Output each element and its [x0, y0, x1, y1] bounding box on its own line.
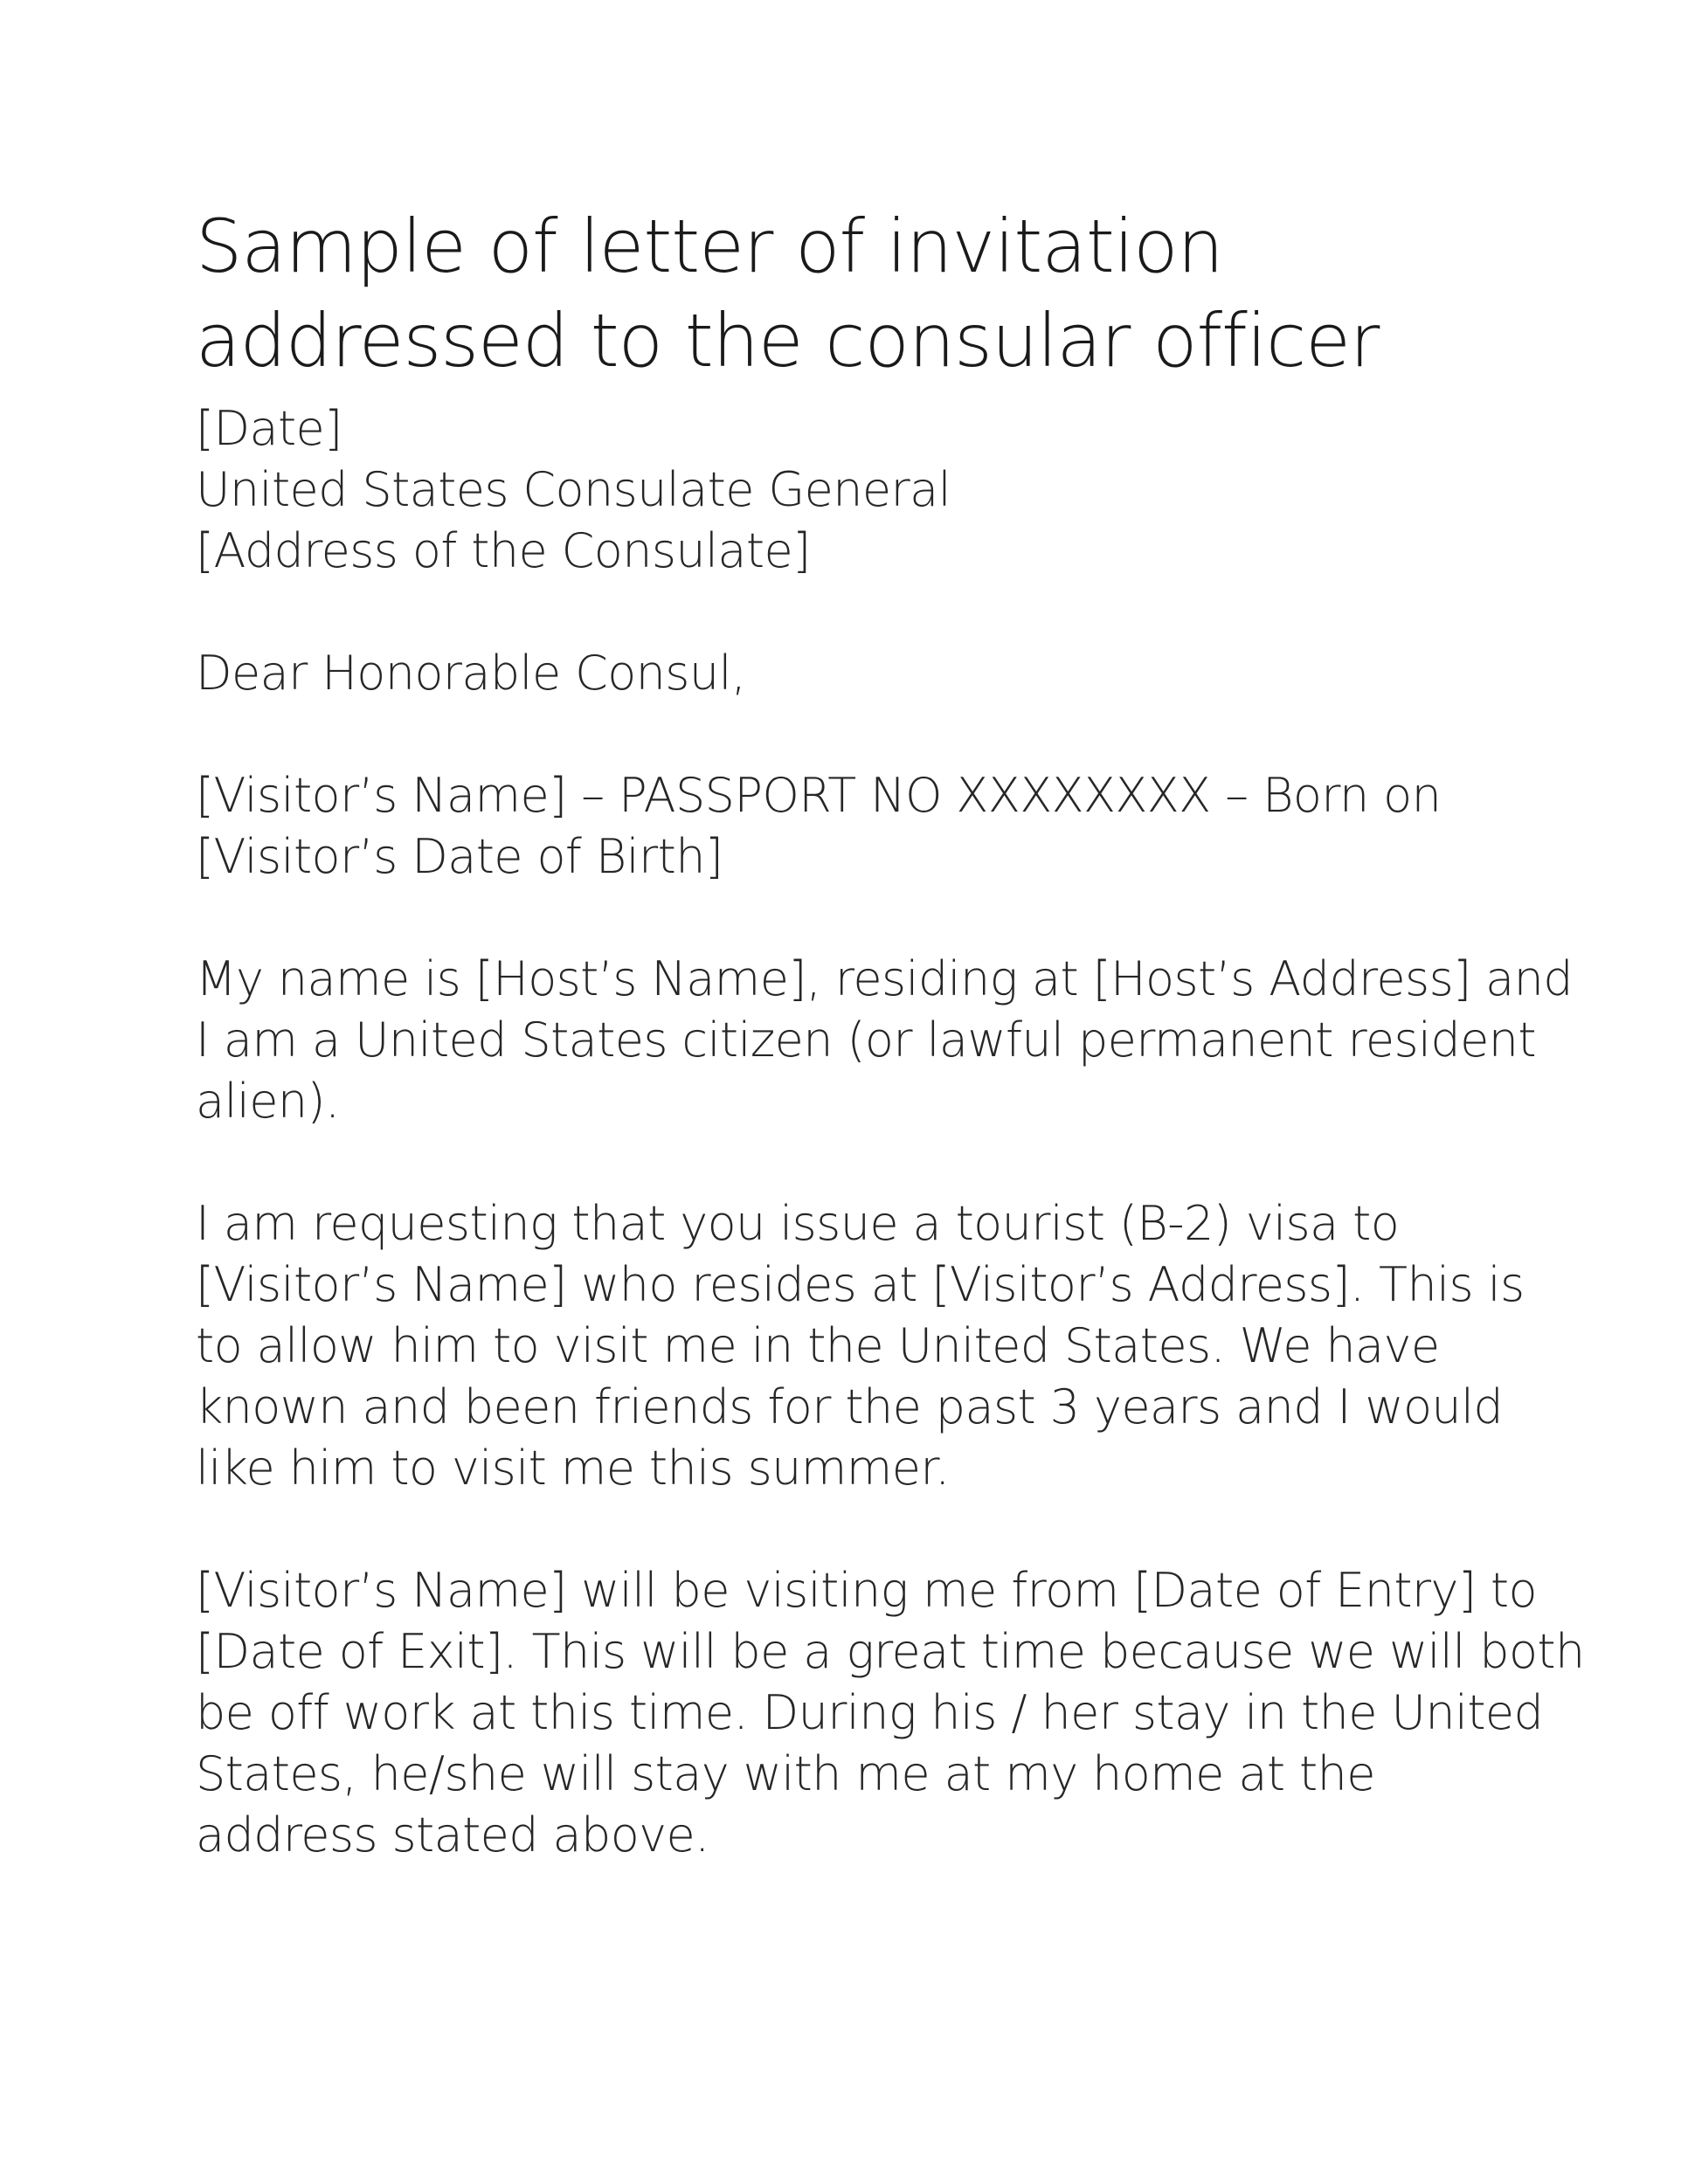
- paragraph-line: I am requesting that you issue a tourist (B-2) visa to: [196, 1196, 1400, 1251]
- paragraph-line: [Visitor’s Name] will be visiting me from [Date of Entry] to: [196, 1563, 1537, 1618]
- date-line: [Date]: [196, 401, 342, 456]
- paragraph-visit-dates: [196, 1560, 1585, 1866]
- title-line: addressed to the consular officer: [196, 298, 1380, 384]
- address-block: [196, 398, 1506, 582]
- paragraph-line: address stated above.: [196, 1807, 709, 1863]
- recipient-address-line: [Address of the Consulate]: [196, 523, 811, 578]
- page-title: [196, 199, 1506, 388]
- paragraph-line: alien).: [196, 1074, 340, 1129]
- paragraph-host-introduction: [196, 949, 1573, 1132]
- paragraph-visa-request: [196, 1193, 1525, 1499]
- paragraph-line: States, he/she will stay with me at my home at the: [196, 1746, 1375, 1801]
- paragraph-line: [Visitor’s Name] who resides at [Visitor’s Address]. This is: [196, 1257, 1525, 1312]
- letter-content: [196, 199, 1585, 1866]
- paragraph-line: My name is [Host’s Name], residing at [Host’s Address] and: [196, 951, 1573, 1006]
- recipient-line: United States Consulate General: [196, 462, 951, 517]
- salutation: [196, 643, 1506, 704]
- title-line: Sample of letter of invitation: [196, 204, 1223, 289]
- paragraph-line: I am a United States citizen (or lawful permanent resident: [196, 1013, 1536, 1068]
- salutation-line: Dear Honorable Consul,: [196, 646, 746, 701]
- paragraph-line: be off work at this time. During his / her stay in the United: [196, 1685, 1544, 1740]
- reference-line-block: [196, 765, 1506, 888]
- paragraph-line: [Visitor’s Date of Birth]: [196, 829, 723, 884]
- paragraph-line: [Date of Exit]. This will be a great time because we will both: [196, 1624, 1585, 1679]
- paragraph-line: like him to visit me this summer.: [196, 1441, 950, 1496]
- paragraph-line: [Visitor’s Name] – PASSPORT NO XXXXXXXX – Born on: [196, 768, 1442, 823]
- paragraph-line: to allow him to visit me in the United States. We have: [196, 1318, 1440, 1373]
- paragraph-line: known and been friends for the past 3 years and I would: [196, 1379, 1504, 1434]
